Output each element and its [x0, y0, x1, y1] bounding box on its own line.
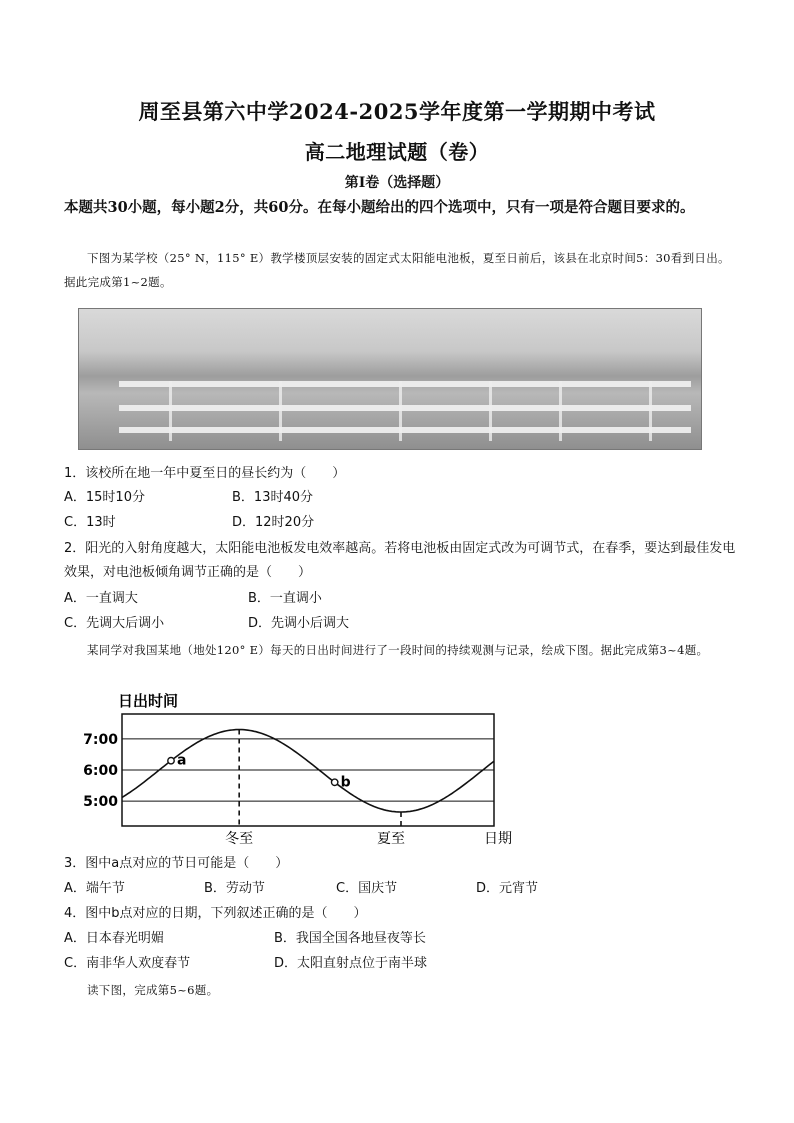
question-2: 2．阳光的入射角度越大，太阳能电池板发电效率越高。若将电池板由固定式改为可调节式，在春季，要达到最佳发电效果，对电池板倾角调节正确的是（ ）: [64, 541, 736, 580]
point-label-b: b: [340, 774, 351, 791]
panel-rail: [119, 427, 691, 433]
point-a: [168, 757, 174, 763]
option-a: A．日本春光明媚: [64, 931, 164, 946]
point-label-a: a: [177, 752, 187, 769]
q1-options-row2: [64, 511, 744, 535]
q4-options-row2: [64, 952, 744, 976]
question-3: 3．图中a点对应的节日可能是（ ）: [64, 856, 289, 871]
panel-rail: [119, 381, 691, 387]
option-b: B．我国全国各地昼夜等长: [274, 931, 426, 946]
q2-options-row1: [64, 587, 744, 611]
option-b: B．13时40分: [232, 490, 314, 505]
q3-options: [64, 877, 744, 901]
option-b: B．劳动节: [204, 881, 265, 896]
panel-rail: [119, 405, 691, 411]
option-c: C．13时: [64, 515, 116, 530]
panel-post: [559, 381, 562, 441]
option-a: A．15时10分: [64, 490, 145, 505]
ytick-label: 7:00: [83, 731, 118, 748]
question-1: 1．该校所在地一年中夏至日的昼长约为（ ）: [64, 466, 346, 481]
intro-q1-2: 下图为某学校（25° N，115° E）教学楼顶层安装的固定式太阳能电池板，夏至日前后，该县在北京时间5：30看到日出。据此完成第1~2题。: [64, 251, 730, 289]
point-b: [331, 779, 337, 785]
ytick-label: 6:00: [83, 763, 118, 779]
option-a: A．端午节: [64, 881, 125, 896]
panel-post: [649, 381, 652, 441]
option-c: C．南非华人欢度春节: [64, 956, 191, 971]
exam-title: 周至县第六中学2024-2025学年度第一学期期中考试: [138, 99, 656, 124]
winter-solstice-label: 冬至: [225, 831, 254, 847]
intro-q3-4: 某同学对我国某地（地处120° E）每天的日出时间进行了一段时间的持续观测与记录，绘成下图。据此完成第3~4题。: [87, 643, 709, 657]
option-d: D．太阳直射点位于南半球: [274, 956, 428, 971]
option-d: D．先调小后调大: [248, 616, 350, 631]
ytick-label: 5:00: [83, 794, 118, 811]
section-title: 第Ⅰ卷（选择题）: [344, 175, 450, 191]
chart-xlabel: 日期: [484, 831, 512, 847]
q2-options-row2: [64, 612, 744, 636]
panel-post: [399, 381, 402, 441]
solar-panel-photo: [78, 308, 702, 450]
panel-post: [169, 381, 172, 441]
option-b: B．一直调小: [248, 591, 322, 606]
option-d: D．元宵节: [476, 881, 539, 896]
instructions: 本题共30小题，每小题2分，共60分。在每小题给出的四个选项中，只有一项是符合题目要求的。: [64, 199, 695, 216]
chart-ylabel: 日出时间: [118, 692, 179, 710]
chart-points: [168, 753, 351, 791]
option-a: A．一直调大: [64, 591, 138, 606]
panel-post: [489, 381, 492, 441]
option-c: C．先调大后调小: [64, 616, 165, 631]
q4-options-row1: [64, 927, 744, 951]
exam-subtitle: 高二地理试题（卷）: [304, 140, 490, 164]
chart-yticks: [83, 732, 118, 810]
chart-gridlines: [122, 739, 494, 801]
option-c: C．国庆节: [336, 881, 398, 896]
summer-solstice-label: 夏至: [377, 831, 405, 847]
sunrise-curve: [122, 730, 494, 812]
intro-q5-6: 读下图，完成第5~6题。: [87, 983, 219, 997]
option-d: D．12时20分: [232, 515, 315, 530]
sunrise-time-chart: [70, 688, 530, 848]
q1-options-row1: [64, 486, 744, 510]
question-4: 4．图中b点对应的日期，下列叙述正确的是（ ）: [64, 906, 367, 921]
panel-post: [279, 381, 282, 441]
